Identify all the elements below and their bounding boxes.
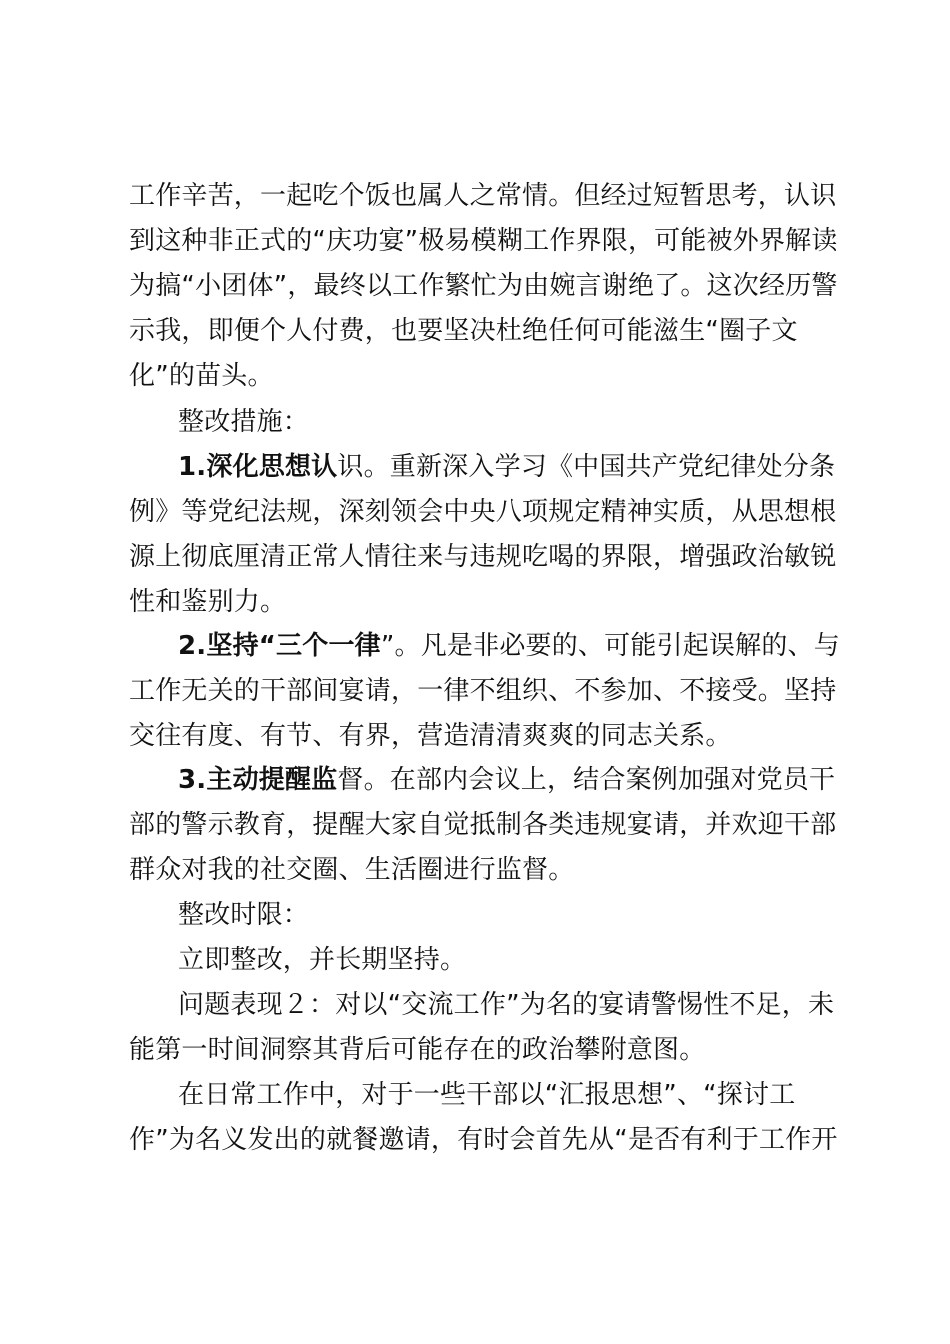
paragraph-line: 作”为名义发出的就餐邀请，有时会首先从“是否有利于工作开 <box>129 1125 838 1155</box>
paragraph-line: 到这种非正式的“庆功宴”极易模糊工作界限，可能被外界解读 <box>129 226 838 256</box>
paragraph-line: 工作辛苦，一起吃个饭也属人之常情。但经过短暂思考，认识 <box>129 181 837 211</box>
paragraph-line: 在日常工作中，对于一些干部以“汇报思想”、“探讨工 <box>178 1080 796 1110</box>
measure-2-line <box>178 629 840 663</box>
section-heading-measures: 整改措施： <box>178 407 310 437</box>
paragraph-line: 群众对我的社交圈、生活圈进行监督。 <box>129 855 575 885</box>
paragraph-line: 部的警示教育，提醒大家自觉抵制各类违规宴请，并欢迎干部 <box>129 810 837 840</box>
measure-1-line <box>178 450 835 484</box>
problem-2-heading: 问题表现２：对以“交流工作”为名的宴请警惕性不足，未 <box>178 990 835 1020</box>
paragraph-line: 源上彻底厘清正常人情往来与违规吃喝的界限，增强政治敏锐 <box>129 542 837 572</box>
measure-2-text: ”。凡是非必要的、可能引起误解的、与 <box>380 631 840 661</box>
measure-1-title: 1.深化思想认 <box>178 452 338 482</box>
measure-3-text: 督。在部内会议上，结合案例加强对党员干 <box>337 765 836 795</box>
measure-3-line <box>178 763 835 797</box>
paragraph-line: 性和鉴别力。 <box>129 587 287 617</box>
measure-2-title: 2.坚持“三个一律 <box>178 631 381 661</box>
section-heading-deadline: 整改时限： <box>178 900 310 930</box>
paragraph-line: 示我，即便个人付费，也要坚决杜绝任何可能滋生“圈子文 <box>129 316 798 346</box>
paragraph-line: 化”的苗头。 <box>129 361 274 391</box>
paragraph-line: 例》等党纪法规，深刻领会中央八项规定精神实质，从思想根 <box>129 497 837 527</box>
paragraph-line: 为搞“小团体”，最终以工作繁忙为由婉言谢绝了。这次经历警 <box>129 271 838 301</box>
paragraph-line: 立即整改，并长期坚持。 <box>178 945 467 975</box>
paragraph-line: 能第一时间洞察其背后可能存在的政治攀附意图。 <box>129 1035 706 1065</box>
measure-1-text: 识。重新深入学习《中国共产党纪律处分条 <box>337 452 836 482</box>
measure-3-title: 3.主动提醒监 <box>178 765 338 795</box>
paragraph-line: 交往有度、有节、有界，营造清清爽爽的同志关系。 <box>129 721 732 751</box>
paragraph-line: 工作无关的干部间宴请，一律不组织、不参加、不接受。坚持 <box>129 676 837 706</box>
